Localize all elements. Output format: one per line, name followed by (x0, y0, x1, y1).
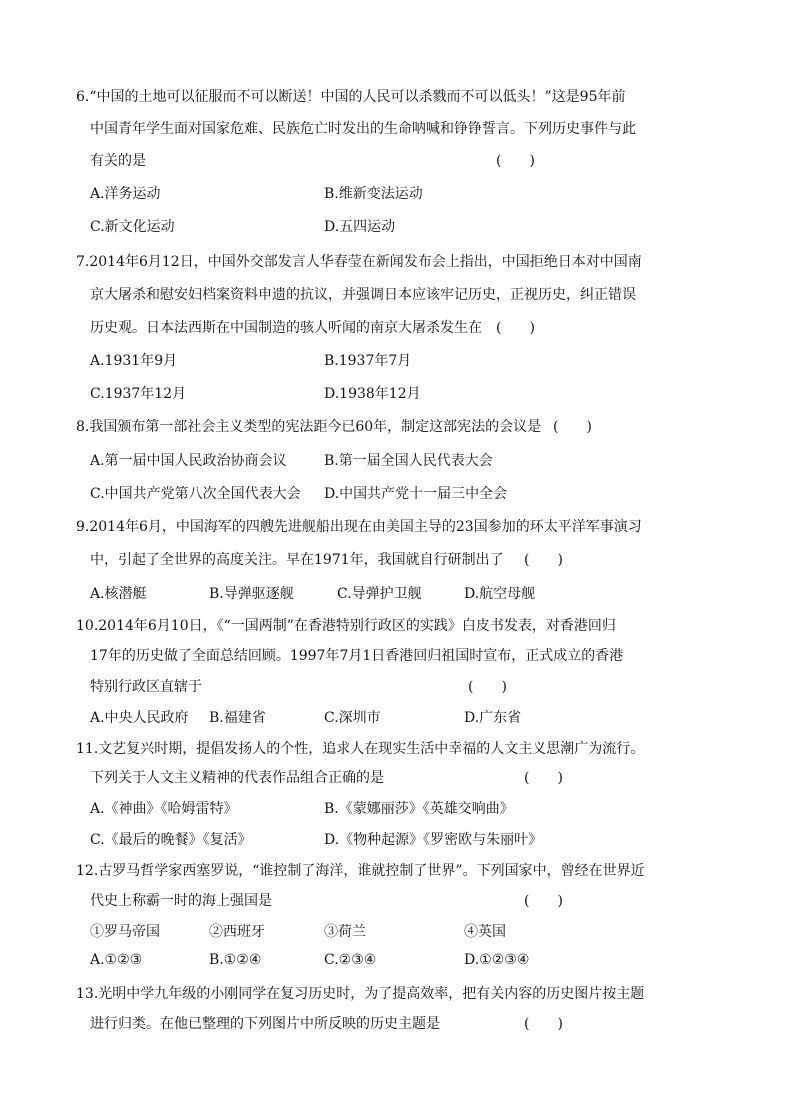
q8-option-b: B.第一届全国人民代表大会 (324, 453, 493, 469)
q7-option-b: B.1937年7月 (324, 353, 412, 369)
q11-option-b: B.《蒙娜丽莎》《英雄交响曲》 (324, 801, 514, 817)
q12-item-2: ②西班牙 (209, 924, 265, 940)
q9-option-d: D.航空母舰 (464, 586, 536, 602)
q11-option-a: A.《神曲》《哈姆雷特》 (90, 801, 238, 817)
q7-line2: 京大屠杀和慰安妇档案资料申遗的抗议，并强调日本应该牢记历史，正视历史，纠正错误 (90, 287, 636, 303)
q10-option-d: D.广东省 (464, 710, 522, 726)
q12-line1: 12.古罗马哲学家西塞罗说，“谁控制了海洋，谁就控制了世界”。下列国家中，曾经在世界近 (76, 863, 645, 879)
q11-answer-paren: ( ) (524, 770, 563, 786)
q13-line1: 13.光明中学九年级的小刚同学在复习历史时，为了提高效率，把有关内容的历史图片按主题 (76, 986, 645, 1002)
q11-option-c: C.《最后的晚餐》《复活》 (90, 832, 252, 848)
q9-option-a: A.核潜艇 (90, 586, 147, 602)
q8-option-c: C.中国共产党第八次全国代表大会 (90, 486, 301, 502)
q11-line1: 11.文艺复兴时期，提倡发扬人的个性，追求人在现实生活中幸福的人文主义思潮广为流行。 (76, 741, 645, 757)
q9-line2: 中，引起了全世界的高度关注。早在1971年，我国就自行研制出了 (90, 552, 504, 568)
q6-option-d: D.五四运动 (324, 219, 396, 235)
q6-line1: 6.“中国的土地可以征服而不可以断送！中国的人民可以杀戮而不可以低头！”这是95年前 (76, 89, 626, 105)
q7-option-a: A.1931年9月 (90, 353, 178, 369)
q10-line1: 10.2014年6月10日，《“一国两制”在香港特别行政区的实践》白皮书发表，对香港回归 (76, 618, 616, 634)
q11-line2: 下列关于人文主义精神的代表作品组合正确的是 (90, 770, 384, 786)
q6-option-a: A.洋务运动 (90, 186, 161, 202)
q12-answer-paren: ( ) (524, 893, 563, 909)
q6-option-b: B.维新变法运动 (324, 186, 423, 202)
q7-option-d: D.1938年12月 (324, 386, 421, 402)
q6-line2: 中国青年学生面对国家危难、民族危亡时发出的生命呐喊和铮铮誓言。下列历史事件与此 (90, 121, 636, 137)
q12-option-b: B.①②④ (209, 952, 262, 968)
q10-line3: 特别行政区直辖于 (90, 679, 202, 695)
q8-option-d: D.中国共产党十一届三中全会 (324, 486, 508, 502)
q7-option-c: C.1937年12月 (90, 386, 187, 402)
q9-answer-paren: ( ) (524, 552, 563, 568)
q12-option-a: A.①②③ (90, 952, 143, 968)
q8-line1: 8.我国颁布第一部社会主义类型的宪法距今已60年，制定这部宪法的会议是 (76, 419, 542, 435)
q10-option-a: A.中央人民政府 (90, 710, 189, 726)
q12-item-3: ③荷兰 (324, 924, 366, 940)
q7-line1: 7.2014年6月12日，中国外交部发言人华春莹在新闻发布会上指出，中国拒绝日本对中国南 (76, 254, 642, 270)
q6-answer-paren: ( ) (496, 153, 535, 169)
q9-line1: 9.2014年6月，中国海军的四艘先进舰船出现在由美国主导的23国参加的环太平洋军事演习 (76, 519, 642, 535)
q7-line3: 历史观。日本法西斯在中国制造的骇人听闻的南京大屠杀发生在 (90, 320, 482, 336)
q11-option-d: D.《物种起源》《罗密欧与朱丽叶》 (324, 832, 543, 848)
q7-answer-paren: ( ) (496, 320, 535, 336)
q13-answer-paren: ( ) (524, 1016, 563, 1032)
q6-line3: 有关的是 (90, 153, 146, 169)
q12-line2: 代史上称霸一时的海上强国是 (90, 893, 272, 909)
q12-option-c: C.②③④ (324, 952, 377, 968)
q12-item-1: ①罗马帝国 (90, 924, 160, 940)
q12-option-d: D.①②③④ (464, 952, 530, 968)
q13-line2: 进行归类。在他已整理的下列图片中所反映的历史主题是 (90, 1016, 440, 1032)
q12-item-4: ④英国 (464, 924, 506, 940)
q8-option-a: A.第一届中国人民政治协商会议 (90, 453, 287, 469)
q10-option-b: B.福建省 (209, 710, 266, 726)
q10-line2: 17年的历史做了全面总结回顾。1997年7月1日香港回归祖国时宣布，正式成立的香港 (90, 648, 624, 664)
q9-option-b: B.导弹驱逐舰 (209, 586, 294, 602)
q9-option-c: C.导弹护卫舰 (337, 586, 422, 602)
q10-option-c: C.深圳市 (324, 710, 381, 726)
q6-option-c: C.新文化运动 (90, 219, 175, 235)
q8-answer-paren: ( ) (553, 419, 592, 435)
q10-answer-paren: ( ) (468, 679, 507, 695)
